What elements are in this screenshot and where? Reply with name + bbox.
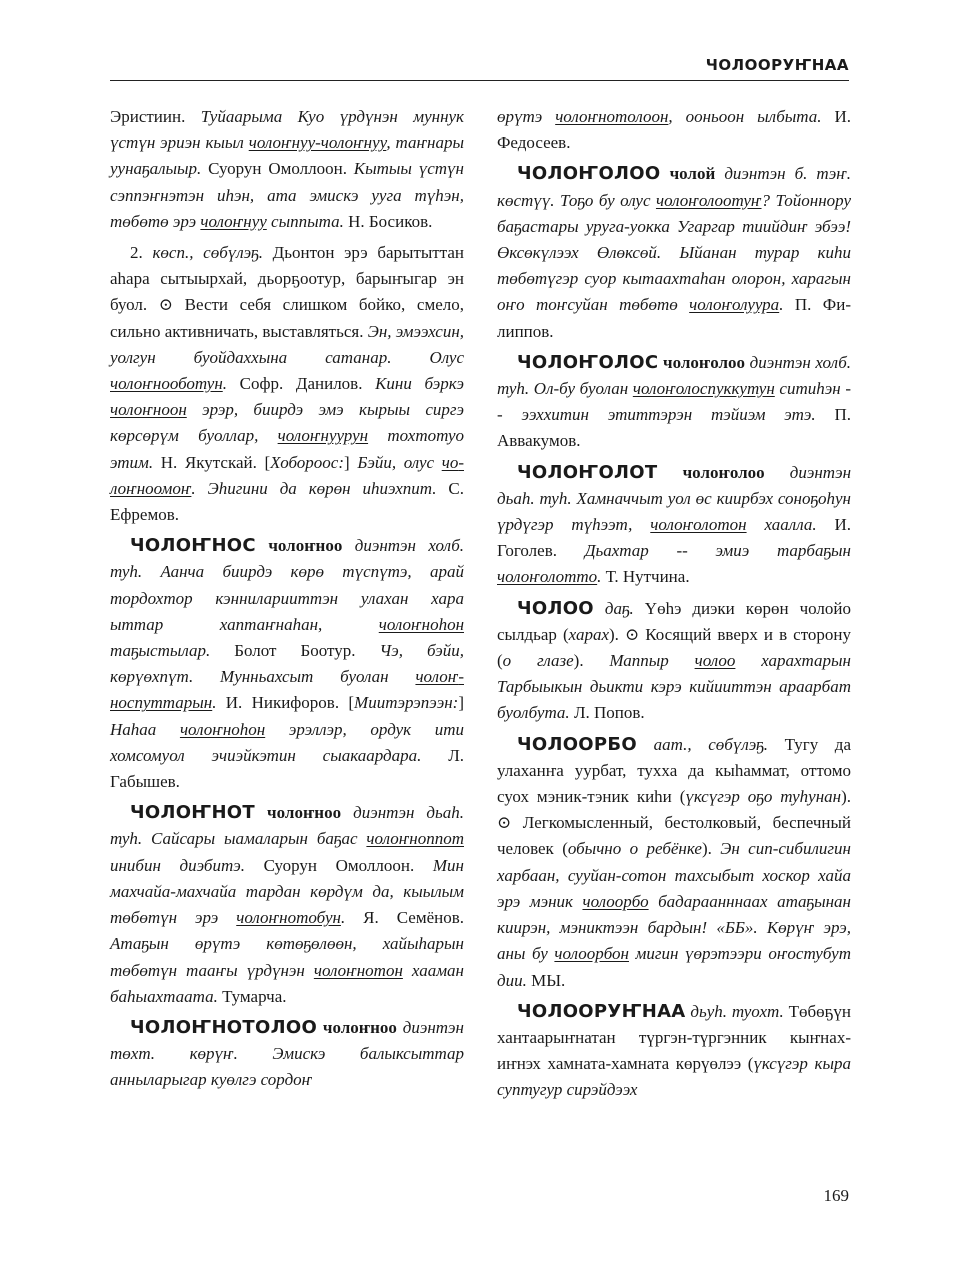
- entry-text: 2. көсп., сөбүлэҕ. Дьонтон эрэ барытыттан аhара сытыырхай, дьорҕоотур, барыҥыгар эн буол. ⊙ Вести себя слишком бойко, смело, сильно активничать, выставляться. Эн, эмээхсин, уолгун буойдаххына сатанар. Олус чолоҥнооботун. Софр. Данилов. Кини бэркэ чолоҥноон эрэр, биирдэ эмэ кырыы сиргэ көрсөрүм буоллар, чолоҥнуурун тохтотуо этим. Н. Якутскай. [Хобороос:] Бэйи, олус чолоҥноомоҥ. Эhигини да көрөн иhиэхпит. С. Ефремов.: [110, 243, 465, 525]
- entry-text: өрүтэ чолоҥнотолоон, ооньоон ылбыта. И. Федосеев.: [497, 107, 851, 153]
- entry-text: Эристиин. Туйаарыма Куо үрдүнэн муннук үстүн эриэн кыыл чолоҥнуу-чолоҥнуу, таҥнары уунаҕалыыр. Суорун Омоллоон. Кытыы үстүн сэппэҥнэтэн иhэн, ата эмискэ ууга түhэн, төбөтө эрэ чолоҥнуу сыппыта. Н. Босиков.: [110, 107, 465, 231]
- dictionary-entry: ЧОЛОҤОЛОО чолой диэнтэн б. тэҥ. көстүү. Тоҕо бу олус чолоҥолоотуҥ? Тойоннору баҕастары уруга-уокка Угаргар тиийдиҥ эбээ! Өксөкүлээх Өлөксөй. Ыйанан турар киhи төбөтүгэр суор кытаахтаhан олорон, харагын оҥо тоҥсуйан төбөтө чолоҥолуура. П. Филиппов.: [497, 163, 852, 341]
- dictionary-entry: ЧОЛОҤНОС чолоҥноо диэнтэн холб. туh. Аанча биирдэ көрө түспүтэ, арай тордохтор кэнниларииттэн улахан хара ыттар хаптаҥнаhан, чолоҥноhон таҕыстылар. Болот Боотур. Чэ, бэйи, көрүөхпүт. Мунньахсыт буолан чолоҥноспуттарын. И. Никифоров. [Миитэрэпээн:] Наhаа чолоҥноhон эрэллэр, ордук ити хомсомуол эчиэйкэтин сыакаардара. Л. Габышев.: [110, 535, 465, 792]
- dictionary-entry: ЧОЛООРУҤНАА дьуh. туохт. Төбөҕүн хантаарыҥнатан түргэн-түргэнник кыҥнах-иҥнэх хамната-хамната көрүөлээ (үксүгэр кыра суптугур сирэйдээх: [497, 1000, 851, 1100]
- page-number: 169: [823, 1186, 849, 1205]
- dictionary-entry: ЧОЛОҤОЛОС чолоҥолоо диэнтэн холб. туh. Ол-бу буолан чолоҥолоспуккутун ситиhэн -- ээххитин этиттэрэн тэйиэм этэ. П. Аввакумов.: [497, 351, 852, 451]
- header-title: ЧОЛООРУҤНАА: [705, 56, 849, 74]
- dictionary-entry: ЧОЛОО даҕ. Үөhэ диэки көрөн чолойо сылдьар (харах). ⊙ Косящий вверх и в сторону (о глазе). Маппыр чолоо харахтарын Тарбыыкын дьикти кэрэ кийииттэн араарбат буолбута. Л. Попов.: [497, 597, 852, 723]
- right-column: [497, 104, 851, 1109]
- dictionary-entry: ЧОЛООРБО аат., сөбүлэҕ. Тугу да улаханҥа уурбат, тухха да кыhаммат, оттомо суох мэник-тэник киhи (үксүгэр оҕо туhунан). ⊙ Легкомысленный, бестолковый, беспечный человек (обычно о ребёнке). Эн сип-сибилигин харбаан, сууйан-сотон тахсыбыт хоскор хайа эрэ мэник чолоорбо бадараанннаах атаҕынан киирэн, мэниктээн бардын! «ББ». Көрүҥ эрэ, аны бу чолоорбон мигин үөрэтээри оҥостубут дии. МЫ.: [497, 733, 852, 990]
- dictionary-entry: ЧОЛОҤНОТОЛОО чолоҥноо диэнтэн төхт. көрүҥ. Эмискэ балыксыттар анныларыгар куөлгэ сордоҥ: [110, 1016, 464, 1090]
- dictionary-entry: ЧОЛОҤОЛОТ чолоҥолоо диэнтэн дьаh. туh. Хамначчыт уол өс киирбэх соноҕоhун үрдүгэр түhээт, чолоҥолотон хаалла. И. Гоголев. Дьахтар -- эмиэ тарбаҕын чолоҥолотто. Т. Нутчина.: [497, 461, 852, 587]
- left-column: [110, 104, 464, 1099]
- running-header: [110, 52, 849, 81]
- dictionary-entry: ЧОЛОҤНОТ чолоҥноо диэнтэн дьаh. туh. Сайсары ыамаларын баҕас чолоҥноппот инибин диэбитэ. Суорун Омоллоон. Мин махчайа-махчайа тардан көрдүм да, кыылым төбөтүн эрэ чолоҥнотобун. Я. Семёнов. Атаҕын өрүтэ көтөҕөлөөн, хайыhарын төбөтүн тааҥы үрдүнэн чолоҥнотон хааман баhыахтаата. Тумарча.: [110, 802, 465, 1006]
